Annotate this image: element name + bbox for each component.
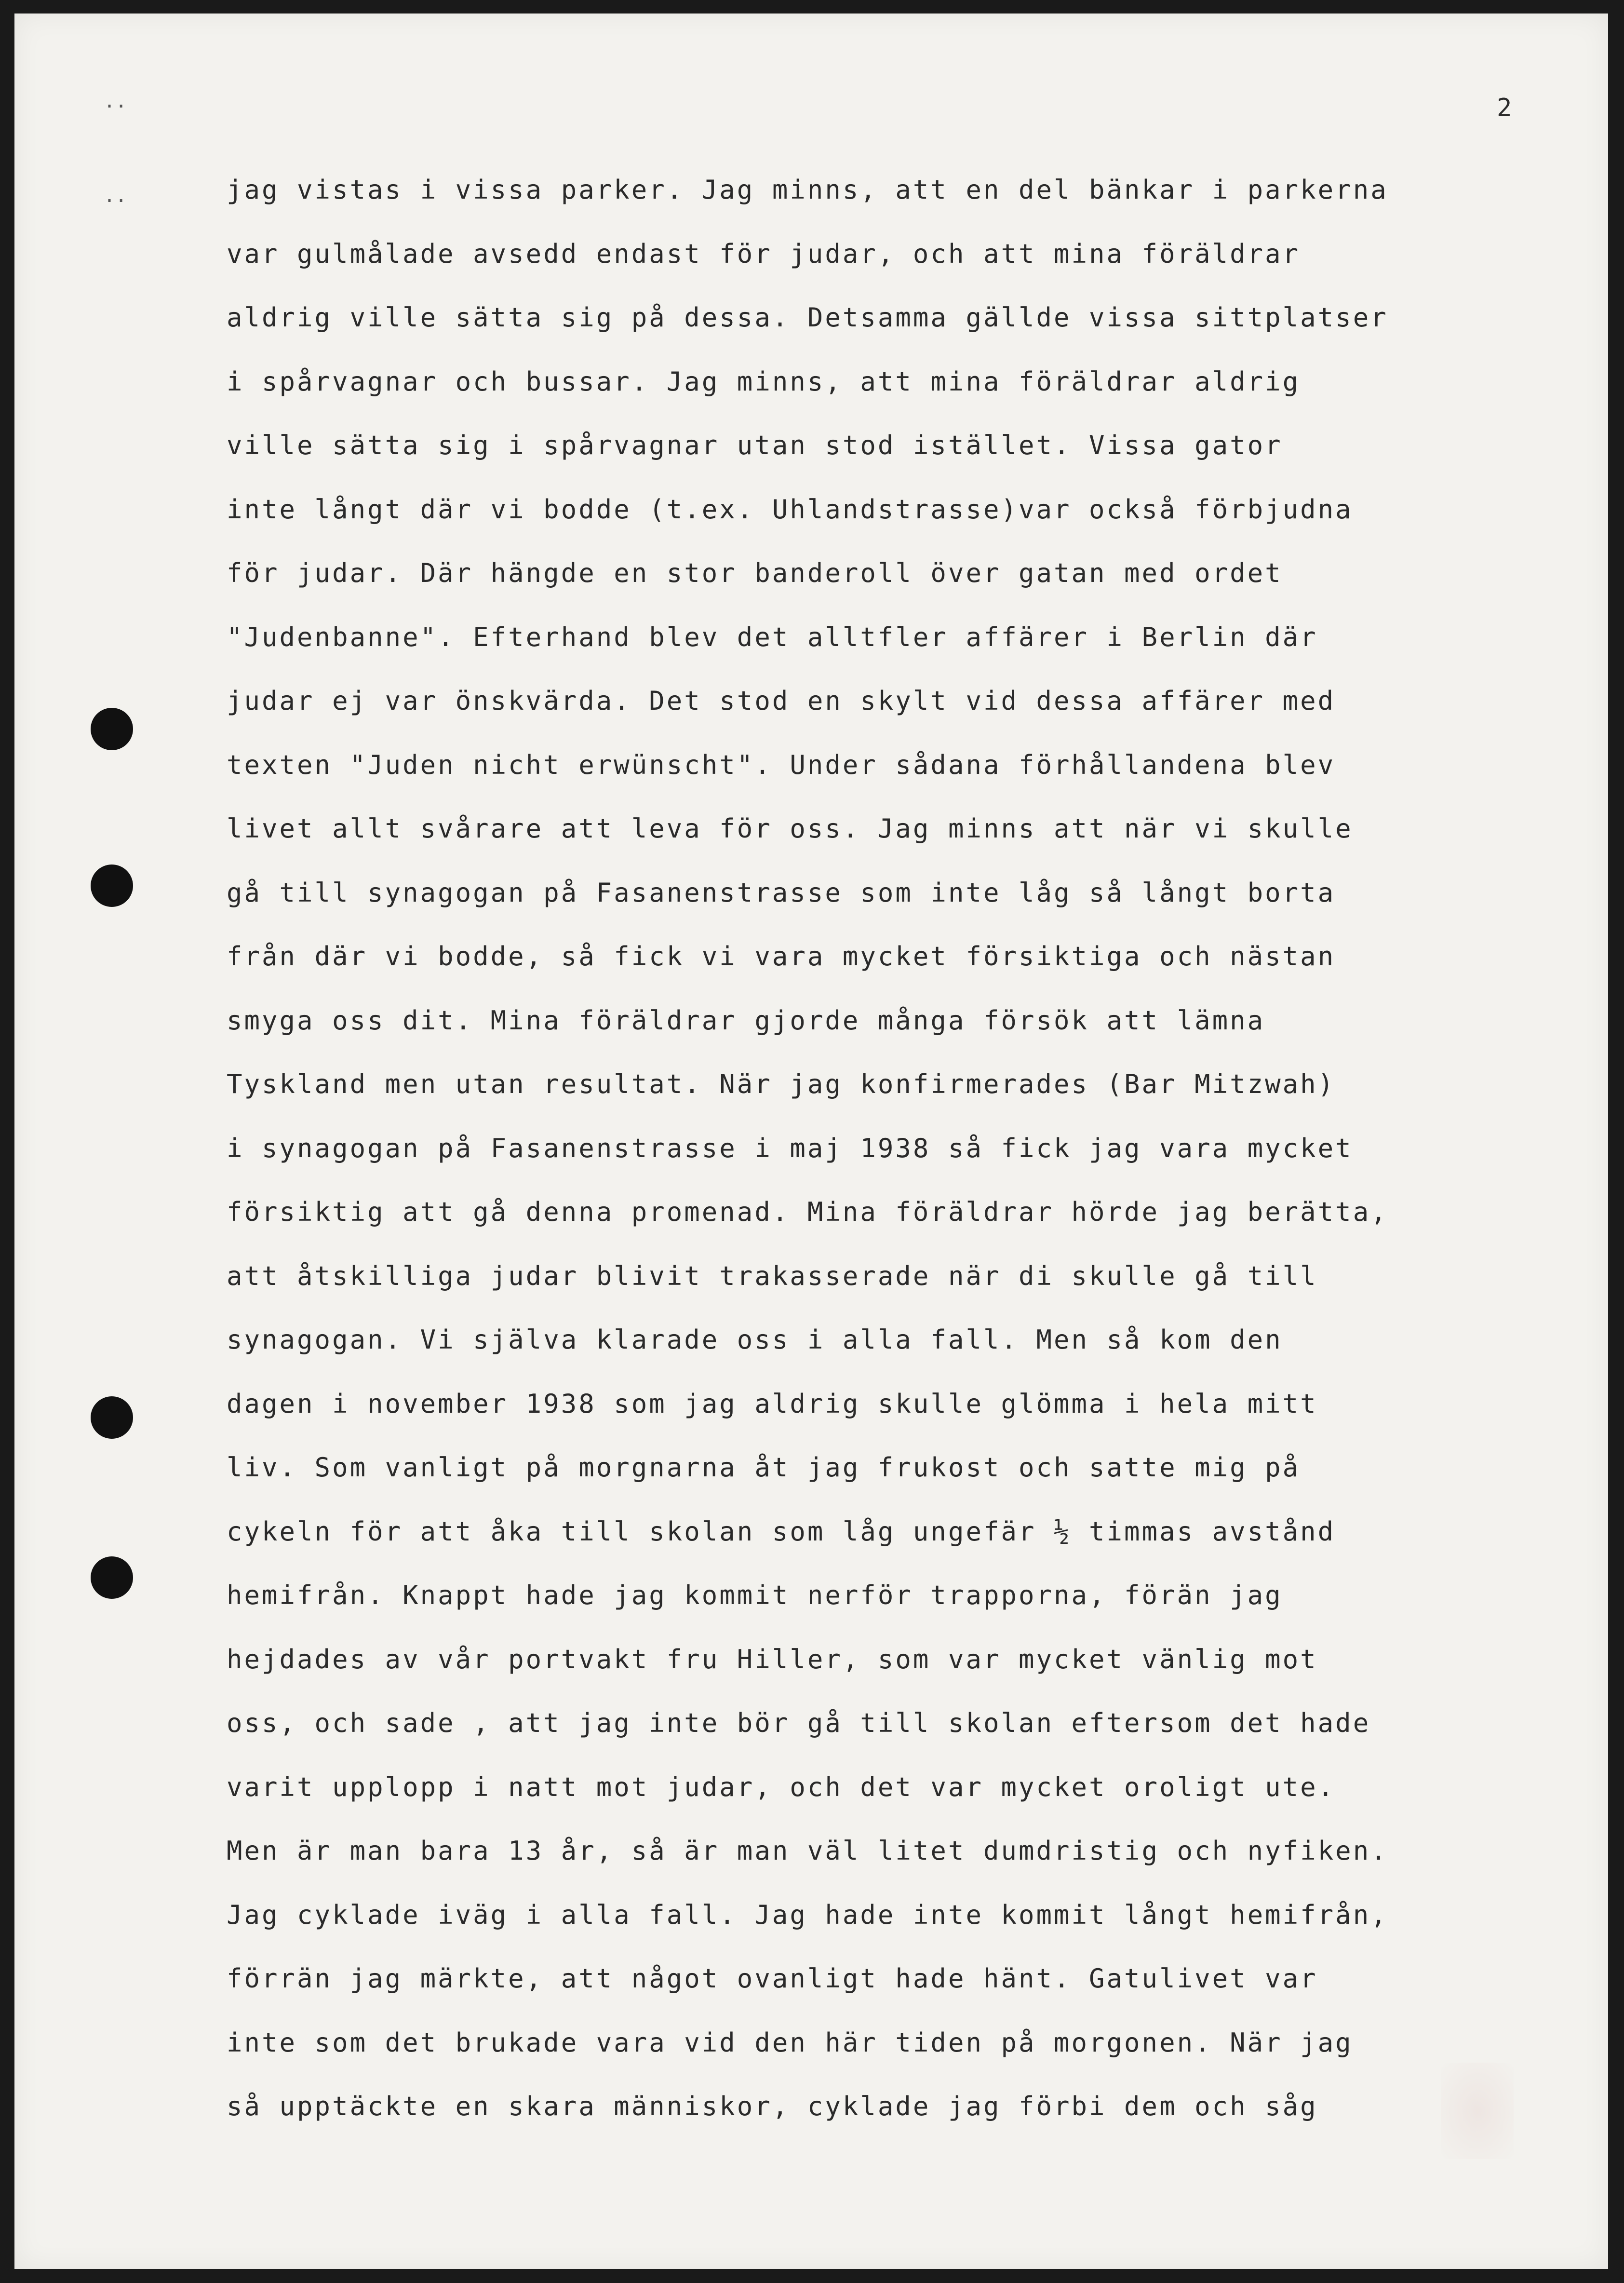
text-line: inte långt där vi bodde (t.ex. Uhlandstrasse)var också förbjudna [227, 494, 1353, 525]
page-number: 2 [1497, 94, 1512, 122]
text-line: oss, och sade , att jag inte bör gå till skolan eftersom det hade [227, 1708, 1371, 1738]
text-line: hemifrån. Knappt hade jag kommit nerför trapporna, förän jag [227, 1580, 1283, 1610]
text-line: "Judenbanne". Efterhand blev det alltfler affärer i Berlin där [227, 621, 1318, 652]
text-line: aldrig ville sätta sig på dessa. Detsamma gällde vissa sittplatser [227, 302, 1388, 333]
text-line: att åtskilliga judar blivit trakasserade när di skulle gå till [227, 1260, 1318, 1291]
text-line: varit upplopp i natt mot judar, och det var mycket oroligt ute. [227, 1771, 1336, 1802]
text-line: hejdades av vår portvakt fru Hiller, som var mycket vänlig mot [227, 1644, 1318, 1675]
text-line: försiktig att gå denna promenad. Mina föräldrar hörde jag berätta, [227, 1197, 1388, 1227]
text-line: jag vistas i vissa parker. Jag minns, att en del bänkar i parkerna [227, 175, 1388, 205]
punch-hole [91, 708, 133, 750]
text-line: i synagogan på Fasanenstrasse i maj 1938 så fick jag vara mycket [227, 1133, 1353, 1163]
text-line: inte som det brukade vara vid den här tiden på morgonen. När jag [227, 2027, 1353, 2058]
text-line: ville sätta sig i spårvagnar utan stod istället. Vissa gator [227, 430, 1283, 460]
typed-text-body [227, 158, 1528, 2139]
text-line: liv. Som vanligt på morgnarna åt jag frukost och satte mig på [227, 1452, 1301, 1483]
text-line: cykeln för att åka till skolan som låg ungefär ½ timmas avstånd [227, 1516, 1336, 1547]
text-line: i spårvagnar och bussar. Jag minns, att mina föräldrar aldrig [227, 366, 1301, 397]
text-line: Jag cyklade iväg i alla fall. Jag hade inte kommit långt hemifrån, [227, 1899, 1388, 1930]
text-line: förrän jag märkte, att något ovanligt hade hänt. Gatulivet var [227, 1963, 1318, 1994]
margin-mark: .. [104, 185, 127, 207]
text-line: Tyskland men utan resultat. När jag konfirmerades (Bar Mitzwah) [227, 1069, 1336, 1099]
punch-hole [91, 1556, 133, 1599]
text-line: var gulmålade avsedd endast för judar, och att mina föräldrar [227, 238, 1301, 269]
punch-hole [91, 1396, 133, 1439]
text-line: judar ej var önskvärda. Det stod en skylt vid dessa affärer med [227, 686, 1336, 716]
text-line: så upptäckte en skara människor, cyklade jag förbi dem och såg [227, 2091, 1318, 2121]
text-line: från där vi bodde, så fick vi vara mycket försiktiga och nästan [227, 941, 1336, 972]
document-page [14, 14, 1608, 2269]
text-line: för judar. Där hängde en stor banderoll över gatan med ordet [227, 558, 1283, 588]
text-line: synagogan. Vi själva klarade oss i alla fall. Men så kom den [227, 1324, 1283, 1355]
margin-mark: .. [104, 90, 127, 112]
text-line: dagen i november 1938 som jag aldrig skulle glömma i hela mitt [227, 1388, 1318, 1419]
text-line: gå till synagogan på Fasanenstrasse som inte låg så långt borta [227, 877, 1336, 908]
text-line: texten "Juden nicht erwünscht". Under sådana förhållandena blev [227, 749, 1336, 780]
text-line: smyga oss dit. Mina föräldrar gjorde många försök att lämna [227, 1005, 1265, 1036]
text-line: Men är man bara 13 år, så är man väl litet dumdristig och nyfiken. [227, 1836, 1388, 1866]
punch-hole [91, 865, 133, 907]
text-line: livet allt svårare att leva för oss. Jag minns att när vi skulle [227, 813, 1353, 844]
